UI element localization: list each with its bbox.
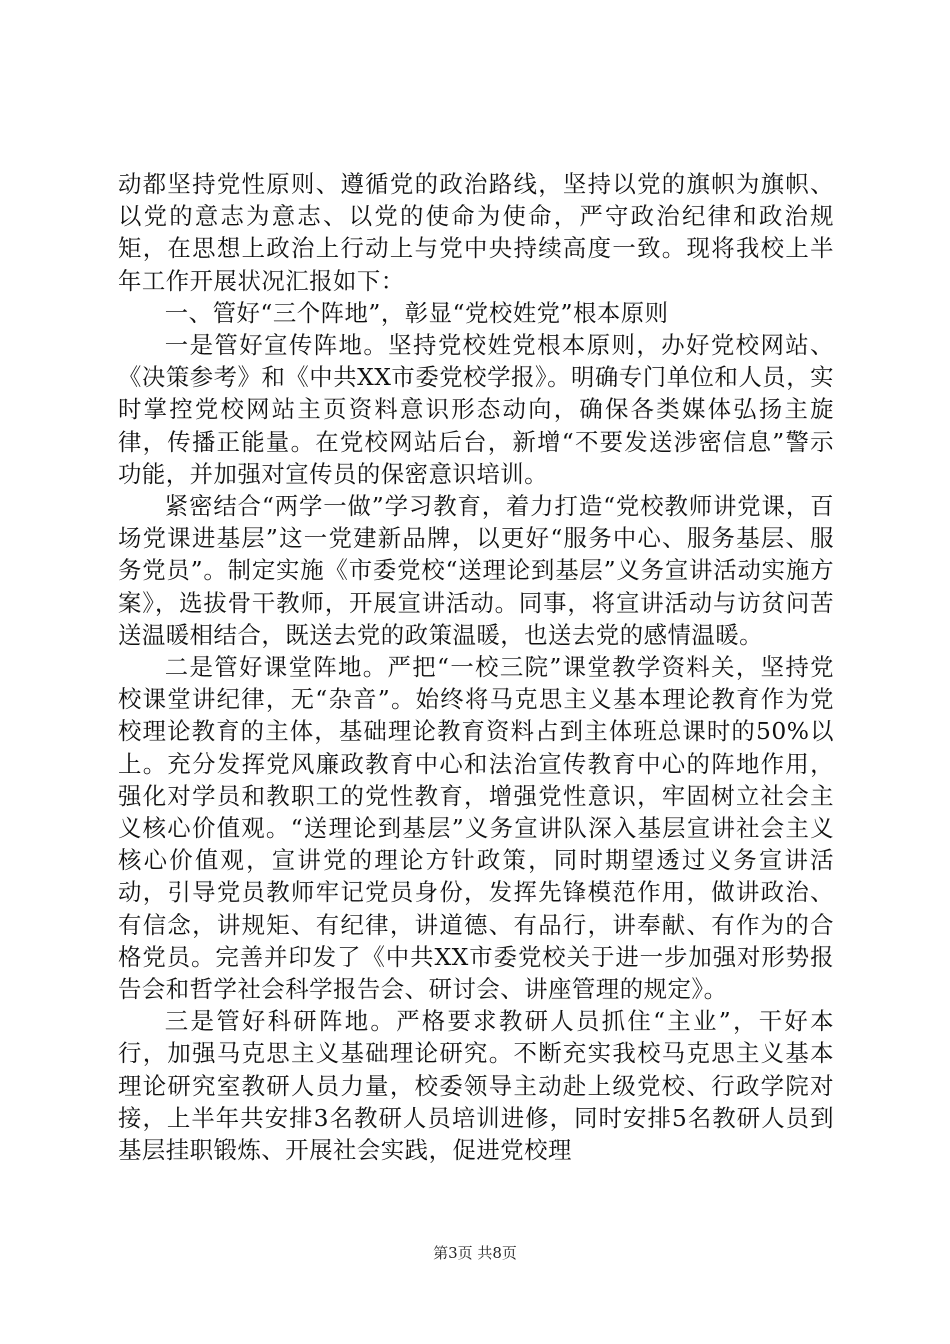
document-body: [118, 168, 834, 1166]
paragraph-continuation: 动都坚持党性原则、遵循党的政治路线，坚持以党的旗帜为旗帜、以党的意志为意志、以党的使命为使命，严守政治纪律和政治规矩，在思想上政治上行动上与党中央持续高度一致。现将我校上半年工作开展状况汇报如下：: [118, 170, 834, 295]
paragraph-lectures: 紧密结合“两学一做”学习教育，着力打造“党校教师讲党课，百场党课进基层”这一党建新品牌，以更好“服务中心、服务基层、服务党员”。制定实施《市委党校“送理论到基层”义务宣讲活动实施方案》，选拔骨干教师，开展宣讲活动。同事，将宣讲活动与访贫问苦送温暖相结合，既送去党的政策温暖，也送去党的感情温暖。: [118, 492, 834, 649]
paragraph-classroom: 二是管好课堂阵地。严把“一校三院”课堂教学资料关，坚持党校课堂讲纪律，无“杂音”。始终将马克思主义基本理论教育作为党校理论教育的主体，基础理论教育资料占到主体班总课时的50%以上。充分发挥党风廉政教育中心和法治宣传教育中心的阵地作用，强化对学员和教职工的党性教育，增强党性意识，牢固树立社会主义核心价值观。“送理论到基层”义务宣讲队深入基层宣讲社会主义核心价值观，宣讲党的理论方针政策，同时期望透过义务宣讲活动，引导党员教师牢记党员身份，发挥先锋模范作用，做讲政治、有信念，讲规矩、有纪律，讲道德、有品行，讲奉献、有作为的合格党员。完善并印发了《中共XX市委党校关于进一步加强对形势报告会和哲学社会科学报告会、研讨会、讲座管理的规定》。: [118, 653, 834, 1004]
page-footer: 第3页 共8页: [433, 1244, 517, 1262]
section-heading: 一、管好“三个阵地”，彰显“党校姓党”根本原则: [164, 298, 669, 327]
paragraph-research: 三是管好科研阵地。严格要求教研人员抓住“主业”，干好本行，加强马克思主义基础理论研究。不断充实我校马克思主义基本理论研究室教研人员力量，校委领导主动赴上级党校、行政学院对接，上半年共安排3名教研人员培训进修，同时安排5名教研人员到基层挂职锻炼、开展社会实践，促进党校理: [118, 1007, 834, 1165]
paragraph-propaganda: 一是管好宣传阵地。坚持党校姓党根本原则，办好党校网站、《决策参考》和《中共XX市委党校学报》。明确专门单位和人员，实时掌控党校网站主页资料意识形态动向，确保各类媒体弘扬主旋律，传播正能量。在党校网站后台，新增“不要发送涉密信息”警示功能，并加强对宣传员的保密意识培训。: [118, 331, 834, 488]
